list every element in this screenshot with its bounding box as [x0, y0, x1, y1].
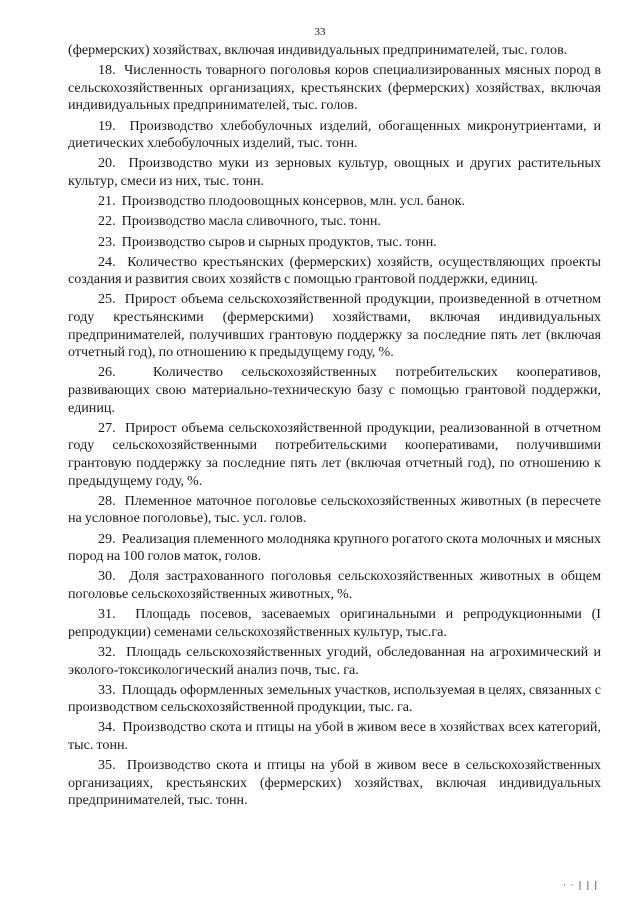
- list-item-text: Производство хлебобулочных изделий, обогащенных микронутриентами, и диетических хлебобулочных изделий, тыс. тонн.: [68, 117, 605, 152]
- list-item-text: Количество сельскохозяйственных потребительских кооперативов, развивающих свою материально-техническую базу с помощью грантовой поддержки, единиц.: [68, 364, 605, 416]
- list-item-text: Площадь посевов, засеваемых оригинальными и репродукционными (I репродукции) семенами сельскохозяйственных культур, тыс.га.: [68, 606, 605, 640]
- list-item: [68, 234, 601, 252]
- list-item-number: 26.: [98, 364, 116, 381]
- list-item-number: 21.: [98, 193, 116, 210]
- list-item: [68, 291, 605, 361]
- list-item-text: Численность товарного поголовья коров специализированных мясных пород в сельскохозяйственных организациях, крестьянских (фермерских) хозяйствах, включая индивидуальных предпринимателей, тыс. голов.: [68, 62, 605, 114]
- list-item: [68, 62, 605, 115]
- list-item-text: Производство муки из зерновых культур, овощных и других растительных культур, смеси из них, тыс. тонн.: [68, 155, 605, 189]
- continued-paragraph: [68, 42, 601, 60]
- list-item-text: Производство сыров и сырных продуктов, тыс. тонн.: [121, 233, 437, 250]
- list-item: [68, 643, 605, 679]
- list-item-text: Доля застрахованного поголовья сельскохозяйственных животных в общем поголовье сельскохозяйственных животных, %.: [68, 568, 605, 602]
- list-item: [68, 155, 605, 190]
- list-item-number: 29.: [98, 530, 116, 547]
- list-item-text: Племенное маточное поголовье сельскохозяйственных животных (в пересчете на условное поголовье), тыс. усл. голов.: [68, 492, 605, 527]
- list-item: [68, 530, 605, 566]
- list-item-text: Площадь оформленных земельных участков, используемая в целях, связанных с производством сельскохозяйственной продукции, тыс. га.: [68, 681, 605, 716]
- list-item-number: 28.: [98, 492, 116, 509]
- list-item: [68, 364, 605, 417]
- list-item-text: (фермерских) хозяйствах, включая индивидуальных предпринимателей, тыс. голов.: [68, 42, 568, 58]
- list-item-text: Производство плодоовощных консервов, млн. усл. банок.: [121, 193, 466, 210]
- list-item-number: 23.: [98, 233, 116, 250]
- list-item-number: 27.: [98, 419, 116, 436]
- list-item-text: Производство скота и птицы на убой в живом весе в хозяйствах всех категорий, тыс. тонн.: [68, 719, 605, 754]
- list-item-number: 24.: [98, 253, 116, 270]
- list-item: [68, 419, 605, 490]
- list-item-number: 18.: [98, 62, 116, 79]
- list-item: [68, 719, 605, 754]
- list-item: [68, 193, 601, 211]
- list-item-number: 33.: [98, 681, 116, 698]
- list-item: [68, 213, 601, 231]
- list-item-number: 20.: [98, 155, 116, 172]
- page-number: 33: [314, 26, 326, 38]
- list-item: [68, 757, 605, 810]
- list-item-text: Площадь сельскохозяйственных угодий, обследованная на агрохимический и эколого-токсикологический анализ почв, тыс. га.: [68, 643, 605, 678]
- list-item: [68, 568, 605, 603]
- list-item-number: 19.: [98, 117, 116, 134]
- list-item-number: 30.: [98, 568, 116, 585]
- list-item-number: 31.: [98, 606, 116, 623]
- list-item: [68, 606, 605, 641]
- list-item-text: Прирост объема сельскохозяйственной продукции, произведенной в отчетном году крестьянскими (фермерскими) хозяйствами, включая индивидуальных предпринимателей, получивших грантовую поддержку за последние пять лет (включая отчетный год), по отношению к предыдущему году, %.: [68, 291, 605, 361]
- list-item-text: Производство скота и птицы на убой в живом весе в сельскохозяйственных организациях, крестьянских (фермерских) хозяйствах, включая индивидуальных предпринимателей, тыс. тонн.: [68, 757, 605, 809]
- list-item-text: Прирост объема сельскохозяйственной продукции, реализованной в отчетном году сельскохозяйственными потребительскими кооперативами, получившими грантовую поддержку за последние пять лет (включая отчетный год), по отношению к предыдущему году, %.: [68, 419, 605, 489]
- list-item: [68, 117, 605, 153]
- list-item: [68, 681, 605, 717]
- list-item-text: Реализация племенного молодняка крупного рогатого скота молочных и мясных пород на 100 голов маток, голов.: [68, 530, 605, 565]
- document-body: [68, 42, 605, 813]
- list-item-number: 25.: [98, 291, 116, 308]
- list-item-number: 32.: [98, 643, 116, 660]
- footer-scan-marks: · · | | |: [563, 881, 599, 891]
- list-item-number: 34.: [98, 719, 116, 736]
- list-item: [68, 492, 605, 528]
- list-item-number: 22.: [98, 213, 116, 230]
- list-item-number: 35.: [98, 757, 116, 774]
- list-item-text: Производство масла сливочного, тыс. тонн.: [121, 213, 381, 230]
- list-item: [68, 253, 605, 289]
- list-item-text: Количество крестьянских (фермерских) хозяйств, осуществляющих проекты создания и развития своих хозяйств с помощью грантовой поддержки, единиц.: [68, 253, 605, 288]
